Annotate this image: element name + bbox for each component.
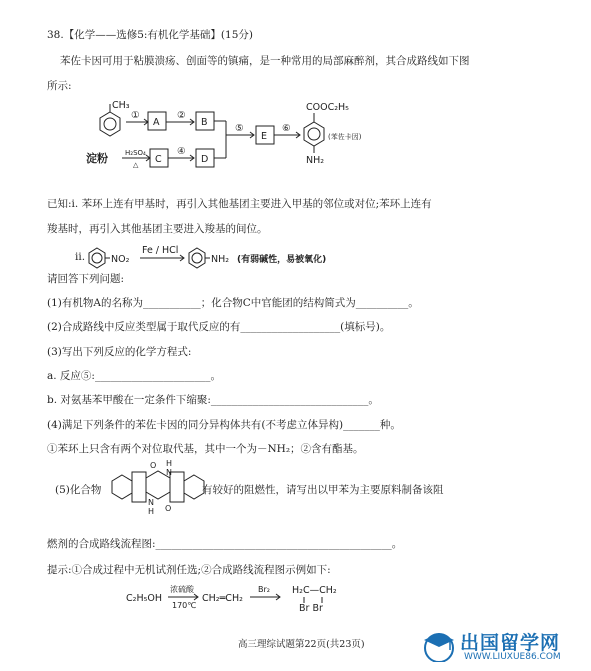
product-name-label: (苯佐卡因)	[328, 133, 362, 141]
box-e-label: E	[261, 131, 268, 142]
struct-n-top: N	[166, 468, 172, 477]
question-1: (1)有机物A的名称为___________；化合物C中官能团的结构简式为__________。	[47, 297, 419, 309]
hint-line: 提示:①合成过程中无机试剂任选;②合成路线流程图示例如下:	[47, 564, 331, 576]
known-line-1: 已知:ⅰ. 苯环上连有甲基时，再引入其他基团主要进入甲基的邻位或对位;苯环上连有	[47, 198, 432, 210]
box-a-label: A	[153, 117, 160, 128]
toluene-methyl: CH₃	[112, 100, 130, 111]
product-amino-group: NH₂	[306, 155, 325, 166]
question-4: (4)满足下列条件的苯佐卡因的同分异构体共有(不考虑立体异构)_______种。	[47, 419, 401, 431]
toluene-ring	[100, 112, 120, 136]
question-3a: a. 反应⑤:______________________。	[47, 370, 221, 382]
intro-line-2: 所示:	[47, 80, 72, 92]
nitro-group: NO₂	[111, 254, 130, 265]
question-3b: b. 对氨基苯甲酸在一定条件下缩聚:______________________________。	[47, 394, 379, 406]
step-2: ②	[177, 110, 186, 121]
question-4-conditions: ①苯环上只含有两个对位取代基，其中一个为－NH₂；②含有酯基。	[47, 443, 364, 455]
question-5-line-2: 燃剂的合成路线流程图:_____________________________________________。	[47, 538, 403, 550]
question-header: 38.【化学——选修5:有机化学基础】(15分)	[47, 29, 253, 41]
questions-prompt: 请回答下列问题:	[47, 273, 125, 285]
reagent-heat: △	[133, 161, 139, 169]
struct-o-top: O	[150, 461, 157, 470]
question-3: (3)写出下列反应的化学方程式:	[47, 346, 192, 358]
struct-h-bottom: H	[148, 507, 155, 516]
reagent-h2so4: H₂SO₄	[125, 149, 146, 157]
amino-note: (有弱碱性，易被氧化)	[237, 255, 327, 265]
graduation-cap-icon	[420, 628, 458, 662]
fe-hcl-reagent: Fe / HCl	[142, 245, 179, 256]
watermark-url: WWW.LIUXUE86.COM	[464, 652, 561, 662]
fused-compound-structure	[112, 471, 204, 502]
aniline-ring	[189, 248, 205, 268]
hint-reagent-h2so4: 浓硫酸	[170, 585, 194, 594]
question-2: (2)合成路线中反应类型属于取代反应的有___________________(填标号)。	[47, 321, 391, 333]
amino-group: NH₂	[211, 254, 230, 265]
nitrobenzene-ring	[89, 248, 105, 268]
struct-h-top: H	[166, 459, 173, 468]
step-5: ⑤	[235, 123, 244, 134]
question-5-label: (5)化合物	[55, 484, 102, 496]
question-5-text: 有较好的阻燃性，请写出以甲苯为主要原料制备该阻	[202, 484, 444, 496]
product-ester-group: COOC₂H₅	[306, 102, 349, 113]
struct-o-bottom: O	[165, 504, 172, 513]
watermark-title: 出国留学网	[460, 632, 561, 654]
box-b-label: B	[201, 117, 208, 128]
hint-ethylene: CH₂═CH₂	[202, 593, 243, 604]
hint-product-br: Br Br	[299, 603, 323, 614]
step-1: ①	[131, 110, 140, 121]
step-6: ⑥	[282, 123, 291, 134]
hint-reagent-br2: Br₂	[258, 585, 270, 594]
box-c-label: C	[155, 154, 162, 165]
step-4: ④	[177, 146, 186, 157]
box-d-label: D	[201, 154, 209, 165]
intro-line-1: 苯佐卡因可用于粘膜溃疡、创面等的镇痛，是一种常用的局部麻醉剂，其合成路线如下图	[60, 55, 470, 67]
hint-product-chain: H₂C—CH₂	[292, 585, 337, 596]
starch-label: 淀粉	[86, 152, 108, 165]
hint-reagent-temp: 170℃	[172, 601, 197, 610]
known-line-2: 羧基时，再引入其他基团主要进入羧基的间位。	[47, 223, 268, 235]
hint-ethanol: C₂H₅OH	[126, 593, 163, 604]
struct-n-bottom: N	[148, 498, 154, 507]
known-ii-label: ⅱ.	[75, 251, 86, 263]
benzocaine-ring	[304, 122, 324, 146]
page-footer: 高三理综试题第22页(共23页)	[238, 639, 365, 650]
